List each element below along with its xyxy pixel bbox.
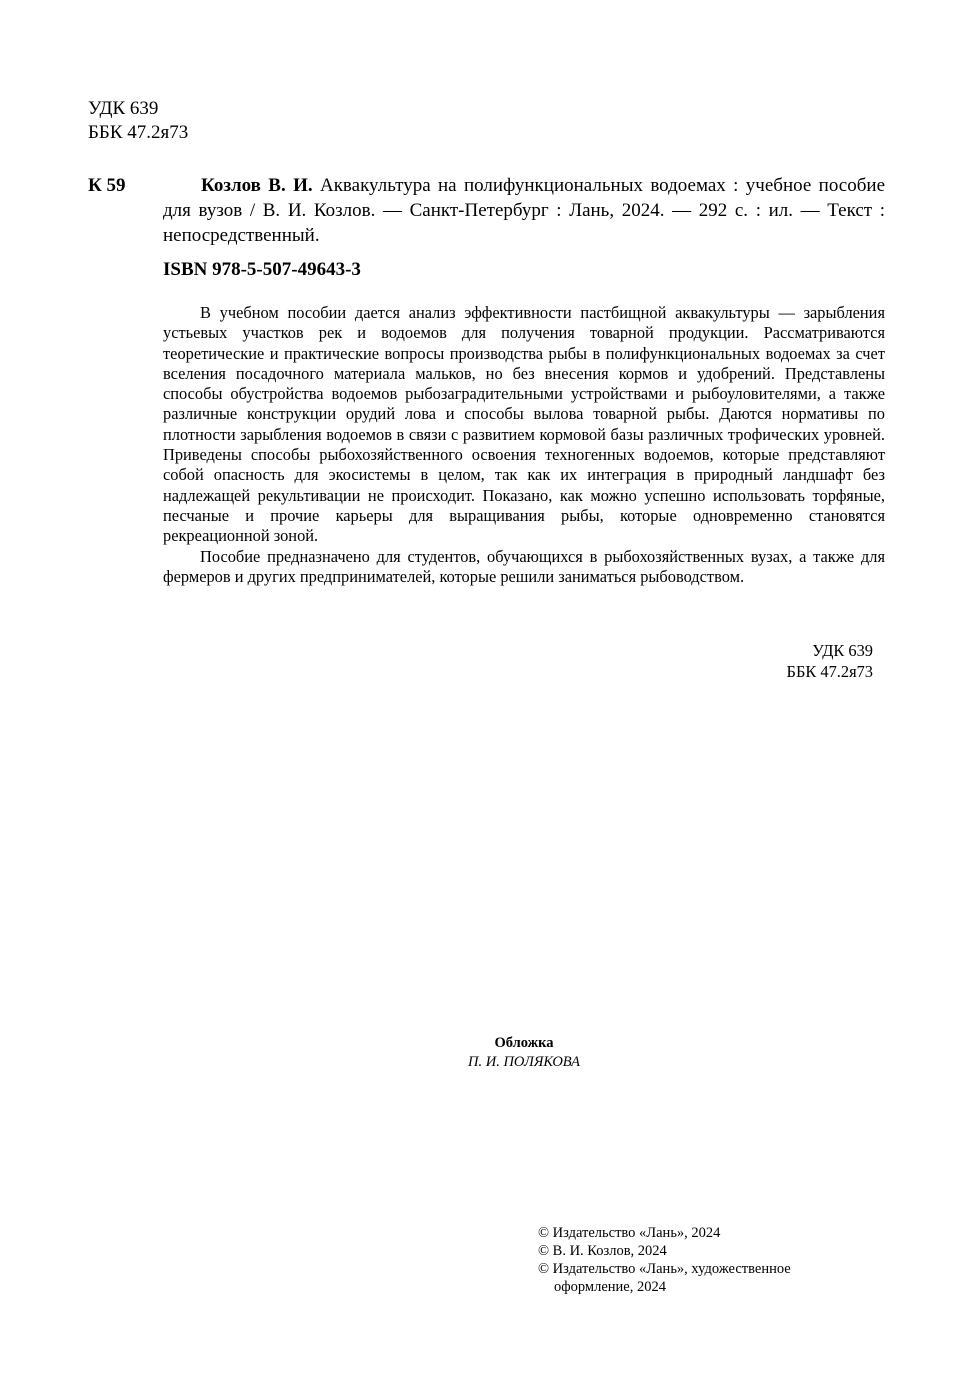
bbk-code: ББК 47.2я73 [88,122,189,143]
udk-code: УДК 639 [88,98,159,119]
author-mark: К 59 [88,175,126,196]
bibliographic-description: Аквакультура на полифункциональных водоемах : учебное пособие для вузов / В. И. Козлов. — Санкт-Петербург : Лань, 2024. — 292 с. : ил. — Текст : непосредственный. [163,175,885,246]
abstract-paragraph-2: Пособие предназначено для студентов, обучающихся в рыбохозяйственных вузах, а также для фермеров и других предпринимателей, которые решили заниматься рыбоводством. [163,546,885,586]
copyright-block [538,1224,791,1296]
isbn: ISBN 978-5-507-49643-3 [163,259,361,280]
udk-code-bottom: УДК 639 [812,641,873,660]
bbk-code-bottom: ББК 47.2я73 [786,662,873,681]
copyright-line-author: © В. И. Козлов, 2024 [538,1243,667,1259]
copyright-line-publisher: © Издательство «Лань», 2024 [538,1225,721,1241]
abstract-paragraph-1: В учебном пособии дается анализ эффективности пастбищной аквакультуры — зарыбления устьевых участков рек и водоемов для получения товарной продукции. Рассматриваются теоретические и практические вопросы производства рыбы в полифункциональных водоемах за счет вселения посадочного материала мальков, но без внесения кормов и удобрений. Представлены способы обустройства водоемов рыбозаградительными устройствами и рыбоуловителями, а также различные конструкции орудий лова и способы вылова товарной рыбы. Даются нормативы по плотности зарыбления водоемов в связи с развитием кормовой базы различных трофических уровней. Приведены способы рыбохозяйственного освоения техногенных водоемов, которые представляют собой опасность для экосистемы в целом, так как их интеграция в природный ландшафт без надлежащей рекультивации не происходит. Показано, как можно успешно использовать торфяные, песчаные и прочие карьеры для выращивания рыбы, которые одновременно становятся рекреационной зоной. [163,303,885,546]
author-name: Козлов В. И. [201,175,313,196]
cover-designer: П. И. ПОЛЯКОВА [468,1054,580,1070]
copyright-line-design: © Издательство «Лань», художественное [538,1261,791,1277]
cover-title: Обложка [494,1035,554,1051]
bibliographic-record [163,173,885,248]
cover-credit [0,1034,976,1072]
classification-block-bottom [787,640,873,682]
copyright-line-design-cont: оформление, 2024 [554,1279,666,1295]
abstract [163,303,885,587]
classification-block-top [88,97,188,145]
